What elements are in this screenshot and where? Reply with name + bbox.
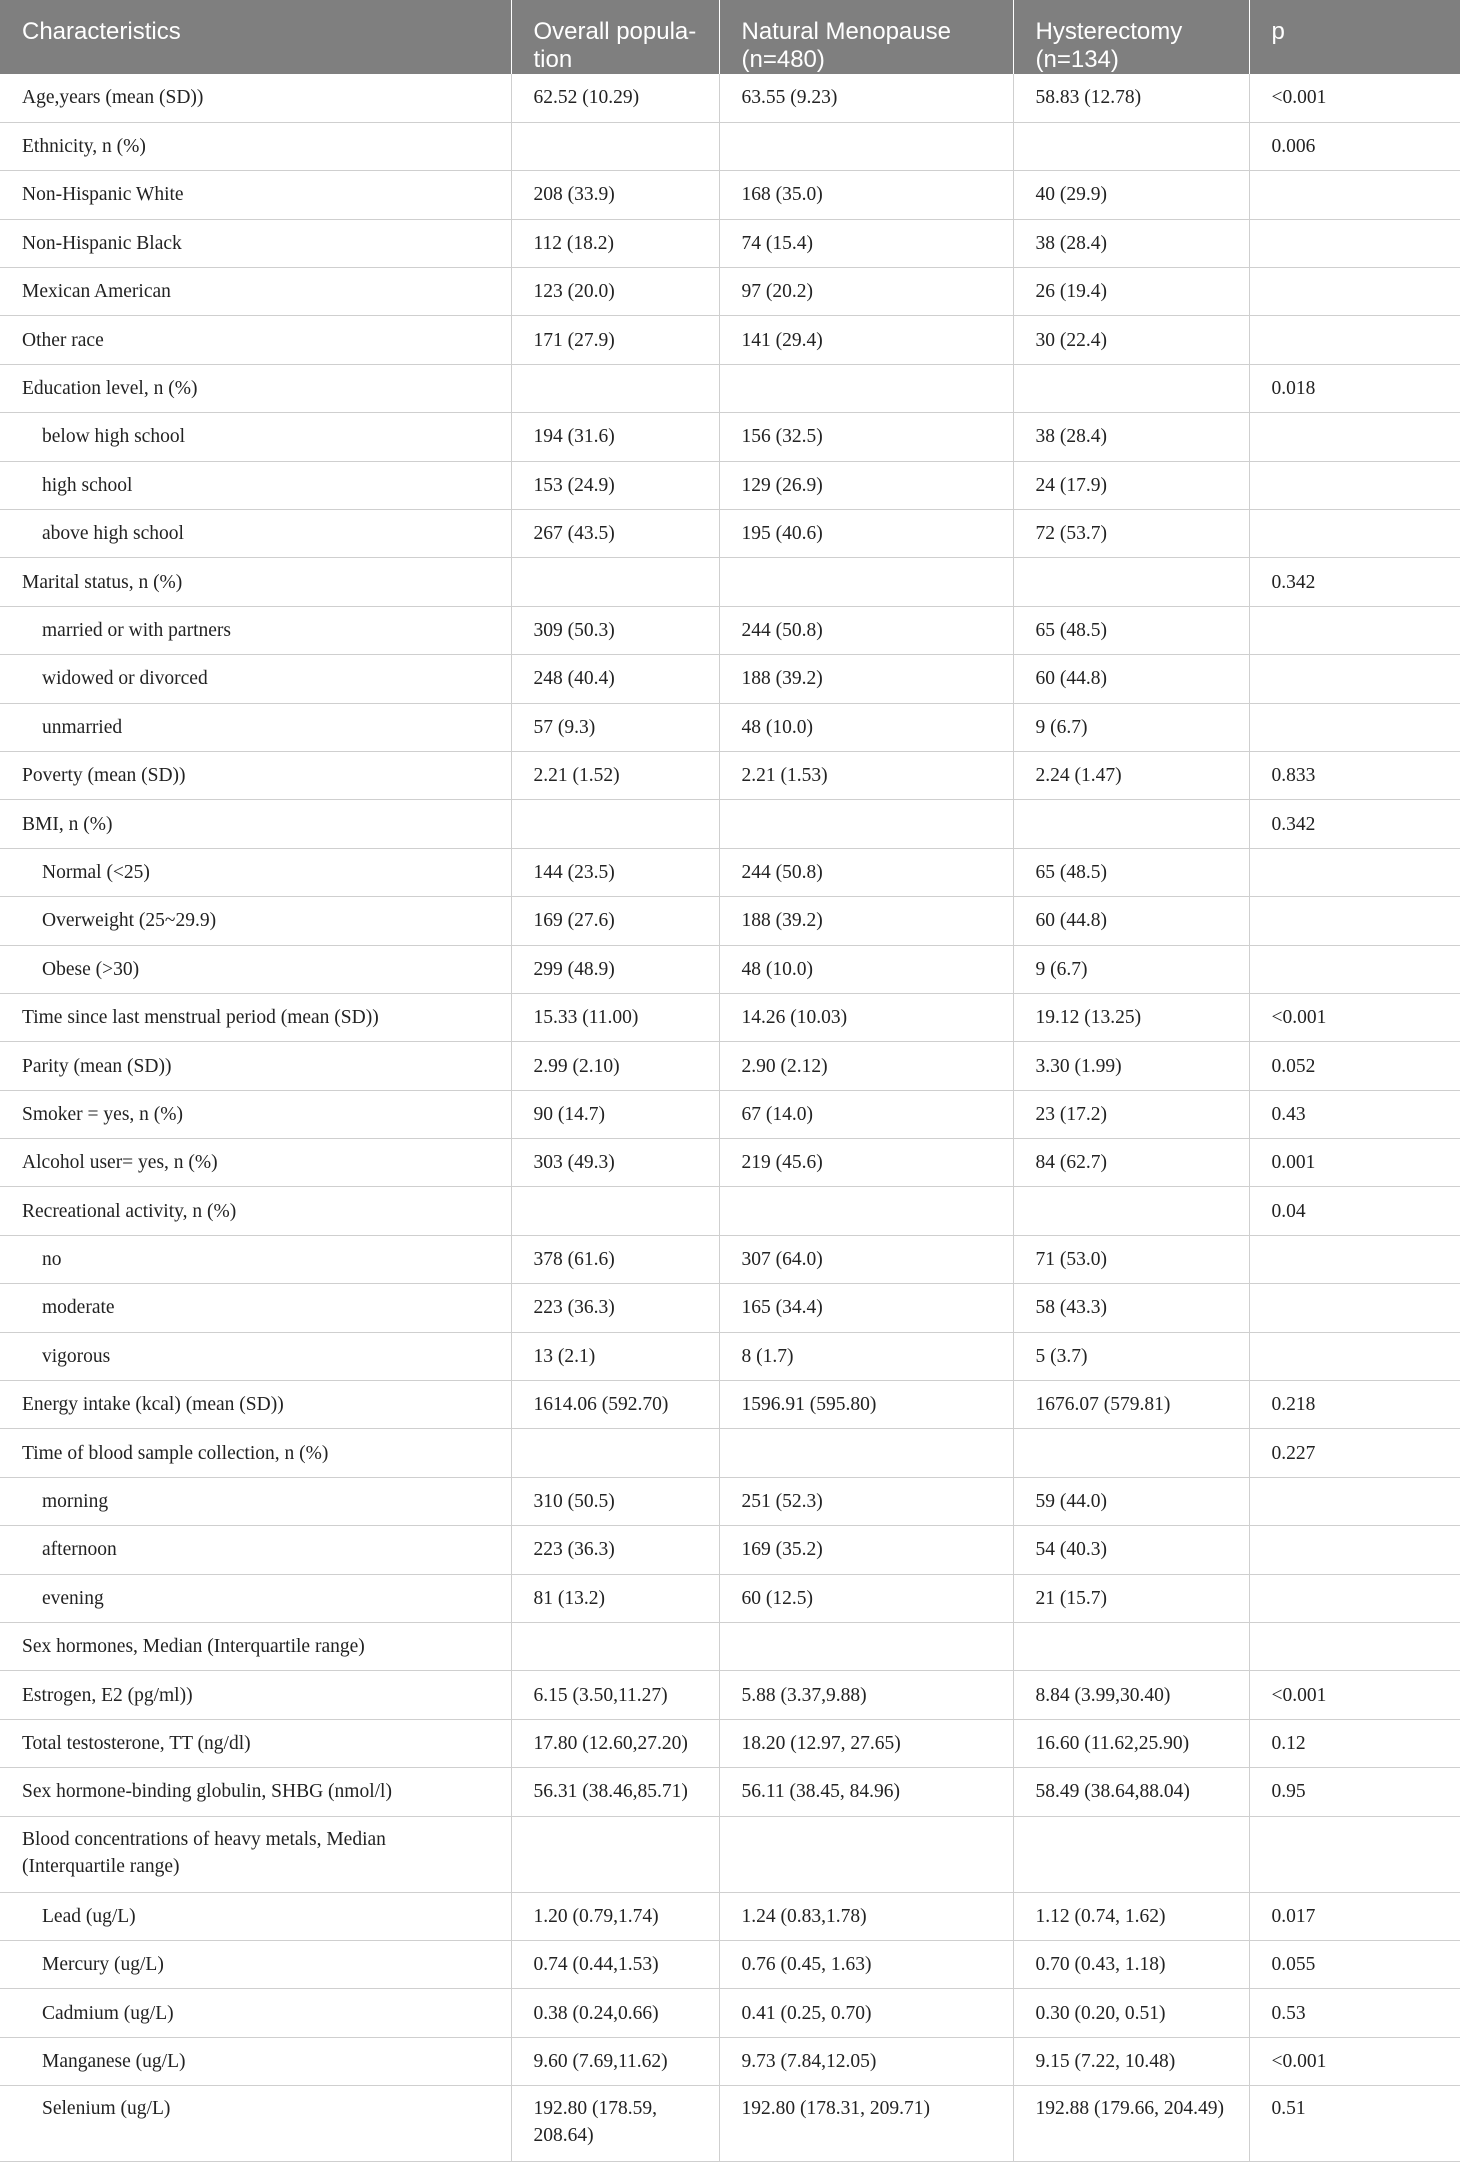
cell-overall: 2.21 (1.52) — [511, 751, 719, 799]
cell-natural-menopause — [719, 800, 1013, 848]
cell-overall: 309 (50.3) — [511, 606, 719, 654]
cell-hysterectomy: 59 (44.0) — [1013, 1477, 1249, 1525]
cell-characteristic: Ethnicity, n (%) — [0, 122, 511, 170]
cell-natural-menopause — [719, 122, 1013, 170]
cell-overall: 169 (27.6) — [511, 897, 719, 945]
table-row — [0, 945, 1460, 993]
cell-overall: 56.31 (38.46,85.71) — [511, 1768, 719, 1816]
cell-overall: 13 (2.1) — [511, 1332, 719, 1380]
cell-hysterectomy: 26 (19.4) — [1013, 268, 1249, 316]
cell-overall: 194 (31.6) — [511, 413, 719, 461]
cell-p-value: 0.43 — [1249, 1090, 1460, 1138]
cell-hysterectomy: 0.30 (0.20, 0.51) — [1013, 1989, 1249, 2037]
cell-hysterectomy: 30 (22.4) — [1013, 316, 1249, 364]
table-row — [0, 1816, 1460, 1892]
cell-natural-menopause: 195 (40.6) — [719, 510, 1013, 558]
cell-natural-menopause: 168 (35.0) — [719, 171, 1013, 219]
cell-p-value — [1249, 606, 1460, 654]
cell-overall: 0.38 (0.24,0.66) — [511, 1989, 719, 2037]
header-row — [0, 0, 1460, 74]
cell-characteristic: Obese (>30) — [0, 945, 511, 993]
cell-hysterectomy: 24 (17.9) — [1013, 461, 1249, 509]
cell-overall — [511, 558, 719, 606]
cell-p-value — [1249, 219, 1460, 267]
cell-hysterectomy — [1013, 1623, 1249, 1671]
cell-hysterectomy: 65 (48.5) — [1013, 848, 1249, 896]
cell-characteristic: no — [0, 1235, 511, 1283]
cell-p-value — [1249, 1235, 1460, 1283]
header-hysterectomy: Hysterectomy (n=134) — [1013, 0, 1249, 74]
cell-p-value: <0.001 — [1249, 2037, 1460, 2085]
cell-natural-menopause — [719, 1187, 1013, 1235]
cell-p-value — [1249, 703, 1460, 751]
table-row — [0, 655, 1460, 703]
table-row — [0, 800, 1460, 848]
cell-overall: 310 (50.5) — [511, 1477, 719, 1525]
table-row — [0, 316, 1460, 364]
table-row — [0, 848, 1460, 896]
cell-characteristic: Manganese (ug/L) — [0, 2037, 511, 2085]
cell-characteristic: unmarried — [0, 703, 511, 751]
cell-p-value — [1249, 1526, 1460, 1574]
table-row — [0, 1090, 1460, 1138]
cell-p-value — [1249, 510, 1460, 558]
cell-characteristic: Sex hormones, Median (Interquartile range) — [0, 1623, 511, 1671]
cell-overall: 57 (9.3) — [511, 703, 719, 751]
cell-hysterectomy: 38 (28.4) — [1013, 413, 1249, 461]
cell-characteristic: Selenium (ug/L) — [0, 2086, 511, 2162]
cell-hysterectomy: 60 (44.8) — [1013, 897, 1249, 945]
cell-characteristic: Alcohol user= yes, n (%) — [0, 1139, 511, 1187]
cell-p-value: 0.833 — [1249, 751, 1460, 799]
cell-characteristic: Marital status, n (%) — [0, 558, 511, 606]
cell-p-value — [1249, 848, 1460, 896]
cell-characteristic: widowed or divorced — [0, 655, 511, 703]
cell-natural-menopause — [719, 1623, 1013, 1671]
cell-characteristic: Parity (mean (SD)) — [0, 1042, 511, 1090]
table-row — [0, 751, 1460, 799]
table-row — [0, 1719, 1460, 1767]
cell-p-value: 0.218 — [1249, 1381, 1460, 1429]
cell-characteristic: Total testosterone, TT (ng/dl) — [0, 1719, 511, 1767]
cell-overall: 208 (33.9) — [511, 171, 719, 219]
cell-overall — [511, 1816, 719, 1892]
table-row — [0, 461, 1460, 509]
cell-characteristic: high school — [0, 461, 511, 509]
cell-characteristic: Lead (ug/L) — [0, 1892, 511, 1940]
cell-natural-menopause: 192.80 (178.31, 209.71) — [719, 2086, 1013, 2162]
cell-hysterectomy: 60 (44.8) — [1013, 655, 1249, 703]
cell-p-value: <0.001 — [1249, 993, 1460, 1041]
cell-natural-menopause: 14.26 (10.03) — [719, 993, 1013, 1041]
table-row — [0, 364, 1460, 412]
table-row — [0, 1139, 1460, 1187]
cell-characteristic: Poverty (mean (SD)) — [0, 751, 511, 799]
cell-p-value: 0.052 — [1249, 1042, 1460, 1090]
cell-natural-menopause: 188 (39.2) — [719, 897, 1013, 945]
cell-p-value — [1249, 268, 1460, 316]
cell-natural-menopause: 1596.91 (595.80) — [719, 1381, 1013, 1429]
cell-hysterectomy — [1013, 558, 1249, 606]
table-row — [0, 1381, 1460, 1429]
cell-p-value — [1249, 1284, 1460, 1332]
table-row — [0, 1574, 1460, 1622]
cell-overall: 192.80 (178.59, 208.64) — [511, 2086, 719, 2162]
cell-characteristic: Energy intake (kcal) (mean (SD)) — [0, 1381, 511, 1429]
cell-characteristic: moderate — [0, 1284, 511, 1332]
cell-natural-menopause: 97 (20.2) — [719, 268, 1013, 316]
cell-p-value — [1249, 1477, 1460, 1525]
table-row — [0, 2037, 1460, 2085]
cell-overall: 223 (36.3) — [511, 1284, 719, 1332]
cell-overall — [511, 1187, 719, 1235]
table-row — [0, 897, 1460, 945]
table-body — [0, 74, 1460, 2162]
cell-natural-menopause — [719, 1429, 1013, 1477]
table-row — [0, 2086, 1460, 2162]
cell-overall: 378 (61.6) — [511, 1235, 719, 1283]
cell-hysterectomy: 1.12 (0.74, 1.62) — [1013, 1892, 1249, 1940]
cell-p-value — [1249, 1623, 1460, 1671]
cell-hysterectomy: 54 (40.3) — [1013, 1526, 1249, 1574]
cell-hysterectomy: 9.15 (7.22, 10.48) — [1013, 2037, 1249, 2085]
cell-overall — [511, 1623, 719, 1671]
cell-overall: 223 (36.3) — [511, 1526, 719, 1574]
table-row — [0, 1429, 1460, 1477]
table-row — [0, 1768, 1460, 1816]
table-header — [0, 0, 1460, 74]
cell-characteristic: Overweight (25~29.9) — [0, 897, 511, 945]
cell-hysterectomy — [1013, 1816, 1249, 1892]
header-overall-population: Overall popula- tion — [511, 0, 719, 74]
cell-characteristic: Mexican American — [0, 268, 511, 316]
cell-natural-menopause: 1.24 (0.83,1.78) — [719, 1892, 1013, 1940]
cell-natural-menopause: 129 (26.9) — [719, 461, 1013, 509]
cell-p-value — [1249, 945, 1460, 993]
cell-overall — [511, 1429, 719, 1477]
cell-characteristic: Estrogen, E2 (pg/ml)) — [0, 1671, 511, 1719]
cell-overall: 144 (23.5) — [511, 848, 719, 896]
cell-natural-menopause: 2.21 (1.53) — [719, 751, 1013, 799]
cell-hysterectomy — [1013, 1187, 1249, 1235]
cell-overall: 299 (48.9) — [511, 945, 719, 993]
cell-p-value — [1249, 461, 1460, 509]
cell-natural-menopause — [719, 558, 1013, 606]
cell-p-value: 0.006 — [1249, 122, 1460, 170]
cell-natural-menopause: 56.11 (38.45, 84.96) — [719, 1768, 1013, 1816]
table-row — [0, 219, 1460, 267]
cell-natural-menopause: 9.73 (7.84,12.05) — [719, 2037, 1013, 2085]
table-row — [0, 1671, 1460, 1719]
cell-natural-menopause: 5.88 (3.37,9.88) — [719, 1671, 1013, 1719]
cell-natural-menopause: 156 (32.5) — [719, 413, 1013, 461]
cell-p-value: 0.53 — [1249, 1989, 1460, 2037]
cell-natural-menopause — [719, 1816, 1013, 1892]
table-row — [0, 171, 1460, 219]
cell-overall: 9.60 (7.69,11.62) — [511, 2037, 719, 2085]
table-row — [0, 74, 1460, 122]
cell-natural-menopause: 67 (14.0) — [719, 1090, 1013, 1138]
cell-p-value: 0.342 — [1249, 558, 1460, 606]
cell-natural-menopause: 74 (15.4) — [719, 219, 1013, 267]
table-row — [0, 1042, 1460, 1090]
cell-overall: 171 (27.9) — [511, 316, 719, 364]
cell-overall: 90 (14.7) — [511, 1090, 719, 1138]
cell-hysterectomy: 1676.07 (579.81) — [1013, 1381, 1249, 1429]
cell-p-value: 0.055 — [1249, 1940, 1460, 1988]
cell-characteristic: above high school — [0, 510, 511, 558]
cell-overall: 81 (13.2) — [511, 1574, 719, 1622]
table-row — [0, 1892, 1460, 1940]
table-row — [0, 1477, 1460, 1525]
cell-overall: 15.33 (11.00) — [511, 993, 719, 1041]
cell-p-value — [1249, 655, 1460, 703]
cell-characteristic: below high school — [0, 413, 511, 461]
cell-natural-menopause: 165 (34.4) — [719, 1284, 1013, 1332]
cell-characteristic: Time of blood sample collection, n (%) — [0, 1429, 511, 1477]
cell-natural-menopause: 63.55 (9.23) — [719, 74, 1013, 122]
cell-hysterectomy: 58.49 (38.64,88.04) — [1013, 1768, 1249, 1816]
table-row — [0, 122, 1460, 170]
cell-p-value: 0.04 — [1249, 1187, 1460, 1235]
cell-p-value: 0.227 — [1249, 1429, 1460, 1477]
cell-hysterectomy — [1013, 800, 1249, 848]
cell-overall: 112 (18.2) — [511, 219, 719, 267]
cell-hysterectomy: 38 (28.4) — [1013, 219, 1249, 267]
cell-characteristic: Other race — [0, 316, 511, 364]
cell-overall — [511, 364, 719, 412]
cell-hysterectomy: 19.12 (13.25) — [1013, 993, 1249, 1041]
cell-p-value — [1249, 1574, 1460, 1622]
cell-overall: 6.15 (3.50,11.27) — [511, 1671, 719, 1719]
cell-hysterectomy: 21 (15.7) — [1013, 1574, 1249, 1622]
cell-overall: 267 (43.5) — [511, 510, 719, 558]
cell-characteristic: Cadmium (ug/L) — [0, 1989, 511, 2037]
cell-p-value — [1249, 897, 1460, 945]
table-row — [0, 268, 1460, 316]
cell-hysterectomy: 5 (3.7) — [1013, 1332, 1249, 1380]
cell-hysterectomy: 65 (48.5) — [1013, 606, 1249, 654]
cell-overall: 2.99 (2.10) — [511, 1042, 719, 1090]
cell-natural-menopause: 307 (64.0) — [719, 1235, 1013, 1283]
header-p-value: p — [1271, 18, 1285, 45]
cell-hysterectomy: 58 (43.3) — [1013, 1284, 1249, 1332]
cell-natural-menopause: 18.20 (12.97, 27.65) — [719, 1719, 1013, 1767]
cell-overall: 123 (20.0) — [511, 268, 719, 316]
cell-characteristic: Blood concentrations of heavy metals, Median (Interquartile range) — [0, 1816, 511, 1892]
cell-overall: 248 (40.4) — [511, 655, 719, 703]
cell-characteristic: Education level, n (%) — [0, 364, 511, 412]
cell-hysterectomy: 8.84 (3.99,30.40) — [1013, 1671, 1249, 1719]
cell-hysterectomy: 16.60 (11.62,25.90) — [1013, 1719, 1249, 1767]
cell-hysterectomy — [1013, 122, 1249, 170]
cell-p-value: 0.001 — [1249, 1139, 1460, 1187]
header-natural-menopause: Natural Menopause (n=480) — [719, 0, 1013, 74]
cell-characteristic: married or with partners — [0, 606, 511, 654]
cell-overall: 1614.06 (592.70) — [511, 1381, 719, 1429]
cell-characteristic: vigorous — [0, 1332, 511, 1380]
cell-p-value — [1249, 1816, 1460, 1892]
table-row — [0, 606, 1460, 654]
cell-hysterectomy: 2.24 (1.47) — [1013, 751, 1249, 799]
table-row — [0, 1940, 1460, 1988]
cell-p-value: 0.017 — [1249, 1892, 1460, 1940]
cell-natural-menopause: 141 (29.4) — [719, 316, 1013, 364]
cell-hysterectomy: 192.88 (179.66, 204.49) — [1013, 2086, 1249, 2162]
cell-overall: 0.74 (0.44,1.53) — [511, 1940, 719, 1988]
table-row — [0, 1623, 1460, 1671]
cell-natural-menopause: 0.76 (0.45, 1.63) — [719, 1940, 1013, 1988]
cell-p-value: 0.95 — [1249, 1768, 1460, 1816]
cell-characteristic: Recreational activity, n (%) — [0, 1187, 511, 1235]
cell-natural-menopause: 251 (52.3) — [719, 1477, 1013, 1525]
cell-natural-menopause: 60 (12.5) — [719, 1574, 1013, 1622]
cell-natural-menopause: 48 (10.0) — [719, 703, 1013, 751]
table-row — [0, 1526, 1460, 1574]
table-row — [0, 993, 1460, 1041]
cell-hysterectomy: 3.30 (1.99) — [1013, 1042, 1249, 1090]
cell-natural-menopause: 244 (50.8) — [719, 606, 1013, 654]
cell-p-value: <0.001 — [1249, 1671, 1460, 1719]
cell-hysterectomy: 0.70 (0.43, 1.18) — [1013, 1940, 1249, 1988]
cell-overall: 153 (24.9) — [511, 461, 719, 509]
table-row — [0, 703, 1460, 751]
cell-characteristic: morning — [0, 1477, 511, 1525]
cell-p-value: 0.342 — [1249, 800, 1460, 848]
cell-p-value — [1249, 316, 1460, 364]
cell-p-value: 0.51 — [1249, 2086, 1460, 2162]
cell-natural-menopause: 244 (50.8) — [719, 848, 1013, 896]
cell-p-value — [1249, 171, 1460, 219]
table-row — [0, 1187, 1460, 1235]
cell-hysterectomy: 71 (53.0) — [1013, 1235, 1249, 1283]
cell-overall: 62.52 (10.29) — [511, 74, 719, 122]
cell-characteristic: Age,years (mean (SD)) — [0, 74, 511, 122]
cell-natural-menopause: 48 (10.0) — [719, 945, 1013, 993]
cell-hysterectomy: 23 (17.2) — [1013, 1090, 1249, 1138]
cell-characteristic: Time since last menstrual period (mean (SD)) — [0, 993, 511, 1041]
table-row — [0, 1332, 1460, 1380]
cell-p-value — [1249, 413, 1460, 461]
cell-overall: 17.80 (12.60,27.20) — [511, 1719, 719, 1767]
table-row — [0, 558, 1460, 606]
cell-characteristic: Mercury (ug/L) — [0, 1940, 511, 1988]
table-row — [0, 413, 1460, 461]
table-row — [0, 510, 1460, 558]
cell-natural-menopause — [719, 364, 1013, 412]
cell-hysterectomy: 84 (62.7) — [1013, 1139, 1249, 1187]
table-row — [0, 1989, 1460, 2037]
cell-p-value: <0.001 — [1249, 74, 1460, 122]
header-characteristics: Characteristics — [0, 0, 511, 74]
cell-hysterectomy: 9 (6.7) — [1013, 703, 1249, 751]
cell-p-value: 0.018 — [1249, 364, 1460, 412]
cell-overall — [511, 122, 719, 170]
table-row — [0, 1284, 1460, 1332]
cell-natural-menopause: 188 (39.2) — [719, 655, 1013, 703]
cell-hysterectomy: 40 (29.9) — [1013, 171, 1249, 219]
cell-hysterectomy — [1013, 1429, 1249, 1477]
cell-p-value: 0.12 — [1249, 1719, 1460, 1767]
cell-overall — [511, 800, 719, 848]
cell-natural-menopause: 8 (1.7) — [719, 1332, 1013, 1380]
cell-hysterectomy: 58.83 (12.78) — [1013, 74, 1249, 122]
cell-characteristic: Smoker = yes, n (%) — [0, 1090, 511, 1138]
cell-natural-menopause: 219 (45.6) — [719, 1139, 1013, 1187]
cell-overall: 303 (49.3) — [511, 1139, 719, 1187]
cell-characteristic: BMI, n (%) — [0, 800, 511, 848]
cell-natural-menopause: 2.90 (2.12) — [719, 1042, 1013, 1090]
cell-natural-menopause: 0.41 (0.25, 0.70) — [719, 1989, 1013, 2037]
cell-natural-menopause: 169 (35.2) — [719, 1526, 1013, 1574]
cell-characteristic: evening — [0, 1574, 511, 1622]
cell-hysterectomy: 72 (53.7) — [1013, 510, 1249, 558]
cell-p-value — [1249, 1332, 1460, 1380]
cell-characteristic: Non-Hispanic White — [0, 171, 511, 219]
cell-overall: 1.20 (0.79,1.74) — [511, 1892, 719, 1940]
cell-hysterectomy — [1013, 364, 1249, 412]
cell-hysterectomy: 9 (6.7) — [1013, 945, 1249, 993]
cell-characteristic: Normal (<25) — [0, 848, 511, 896]
cell-characteristic: Sex hormone-binding globulin, SHBG (nmol/l) — [0, 1768, 511, 1816]
cell-characteristic: Non-Hispanic Black — [0, 219, 511, 267]
table-row — [0, 1235, 1460, 1283]
cell-characteristic: afternoon — [0, 1526, 511, 1574]
